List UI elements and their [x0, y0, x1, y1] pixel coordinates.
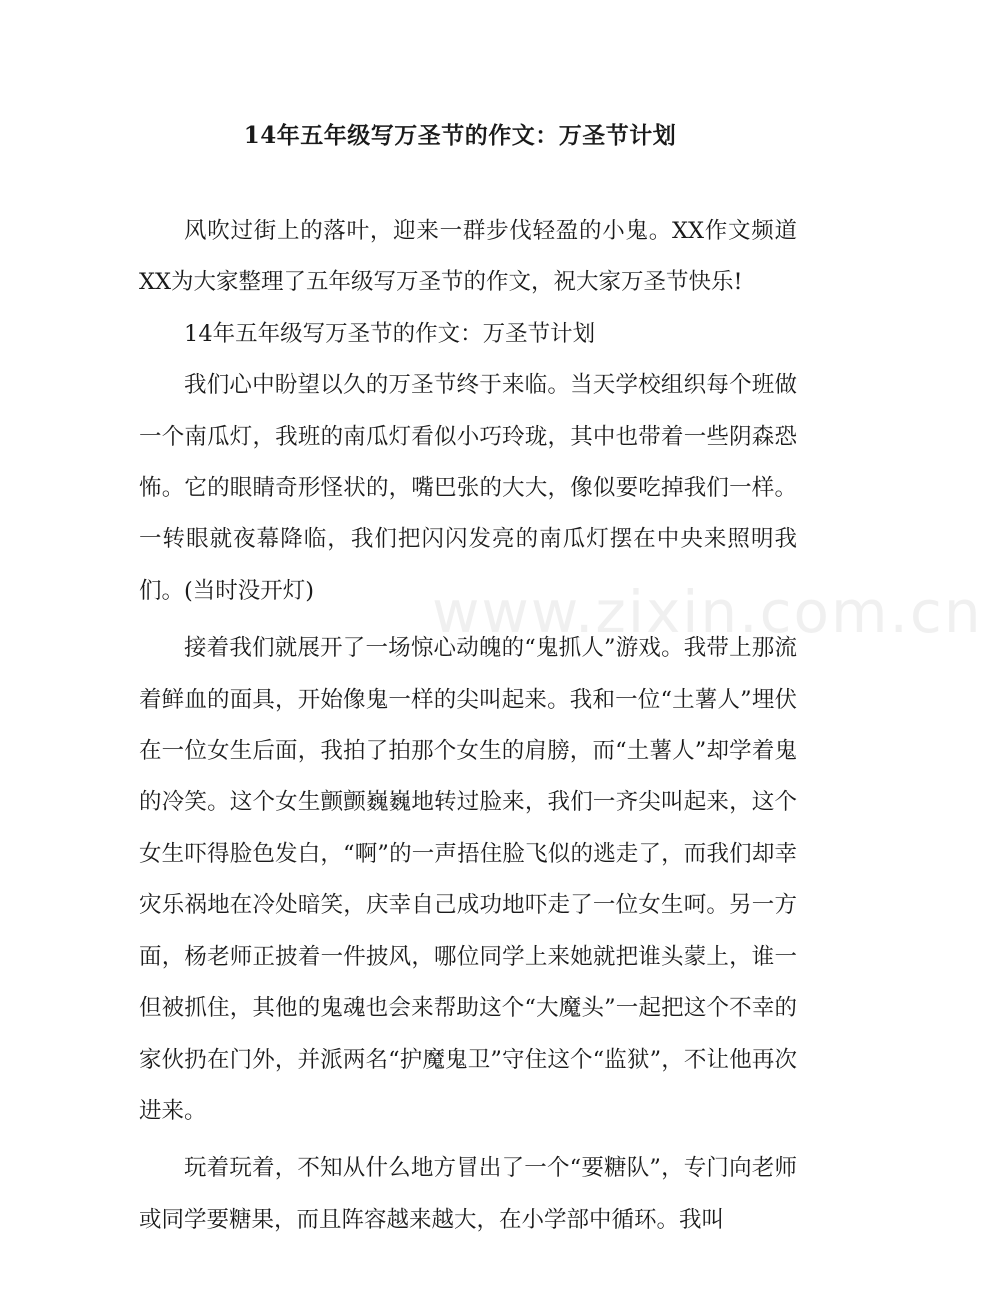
watermark: www.zixin.com.cn: [432, 578, 983, 646]
document-body: [139, 206, 797, 1252]
paragraph-subtitle: 14年五年级写万圣节的作文：万圣节计划: [184, 320, 596, 347]
document-title: 14年五年级写万圣节的作文：万圣节计划: [243, 122, 677, 149]
paragraph-intro: 风吹过街上的落叶，迎来一群步伐轻盈的小鬼。XX作文频道XX为大家整理了五年级写万圣节的作文，祝大家万圣节快乐!: [139, 218, 797, 296]
paragraph-ghost-game: 接着我们就展开了一场惊心动魄的“鬼抓人”游戏。我带上那流着鲜血的面具，开始像鬼一样的尖叫起来。我和一位“土薯人”埋伏在一位女生后面，我拍了拍那个女生的肩膀，而“土薯人”却学着鬼的冷笑。这个女生颤颤巍巍地转过脸来，我们一齐尖叫起来，这个女生吓得脸色发白，“啊”的一声捂住脸飞似的逃走了，而我们却幸灾乐祸地在冷处暗笑，庆幸自己成功地吓走了一位女生呵。另一方面，杨老师正披着一件披风，哪位同学上来她就把谁头蒙上，谁一但被抓住，其他的鬼魂也会来帮助这个“大魔头”一起把这个不幸的家伙扔在门外，并派两名“护魔鬼卫”守住这个“监狱”，不让他再次进来。: [139, 635, 797, 1124]
paragraph-candy-team: 玩着玩着，不知从什么地方冒出了一个“要糖队”，专门向老师或同学要糖果，而且阵容越来越大，在小学部中循环。我叫: [139, 1155, 797, 1233]
paragraph-pumpkin-lantern: 我们心中盼望以久的万圣节终于来临。当天学校组织每个班做一个南瓜灯，我班的南瓜灯看似小巧玲珑，其中也带着一些阴森恐怖。它的眼睛奇形怪状的，嘴巴张的大大，像似要吃掉我们一样。一转眼就夜幕降临，我们把闪闪发亮的南瓜灯摆在中央来照明我们。(当时没开灯): [139, 372, 797, 604]
